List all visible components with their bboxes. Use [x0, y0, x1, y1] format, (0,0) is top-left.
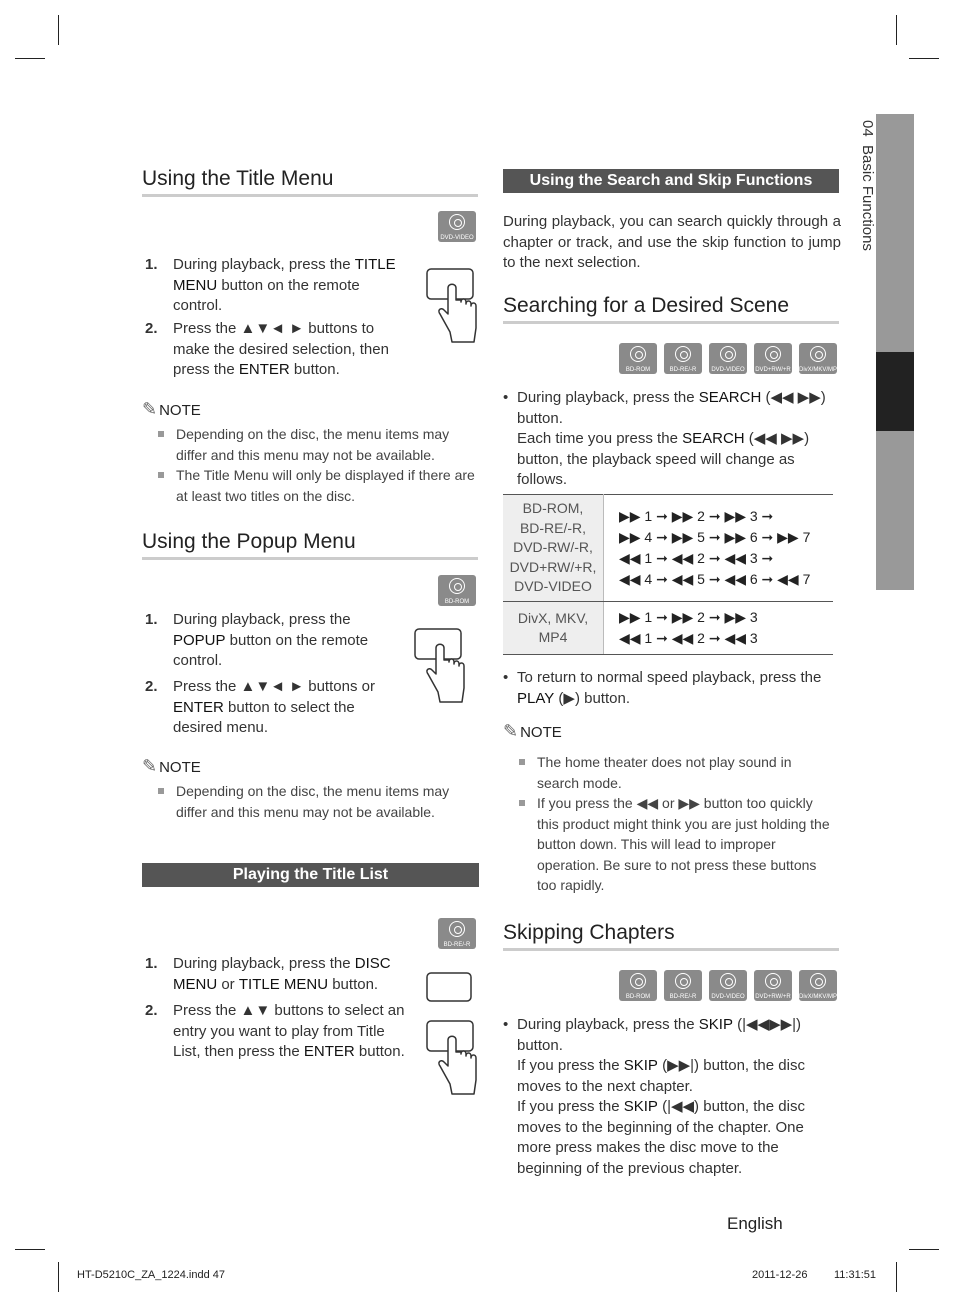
disc-icon-dvd-video: DVD-VIDEO — [438, 211, 476, 242]
disc-icon-bd-rom: BD-ROM — [619, 343, 657, 374]
disc-icon-bd-rom: BD-ROM — [438, 575, 476, 606]
remote-press-icon — [424, 1018, 480, 1096]
disc-icon-divx: DivX/MKV/MP4 — [799, 970, 837, 1001]
search-bullet-2: • To return to normal speed playback, press the PLAY (▶) button. — [503, 669, 822, 707]
pencil-icon: ✎ — [142, 756, 158, 776]
remote-button-icon — [424, 970, 474, 1004]
disc-icon-divx: DivX/MKV/MP4 — [799, 343, 837, 374]
crop-mark — [58, 15, 59, 45]
pencil-icon: ✎ — [142, 399, 158, 419]
note-item: Depending on the disc, the menu items may differ and this menu may not be available. — [176, 781, 481, 822]
disc-icon-bd-re: BD-RE/-R — [664, 343, 702, 374]
crop-mark — [15, 58, 45, 59]
footer-file: HT-D5210C_ZA_1224.indd 47 — [77, 1269, 225, 1281]
footer-time: 11:31:51 — [834, 1269, 877, 1281]
disc-icon-dvd-rw: DVD+RW/+R — [754, 970, 792, 1001]
skip-bullet: • During playback, press the SKIP (|◀◀▶▶|) button. If you press the SKIP (▶▶|) button, the disc moves to the next chapter. If you press the SKIP (|◀◀) button, the disc moves to the beginning of the chapter. One more press makes the disc move to the beginning of the previous chapter. — [503, 1016, 805, 1177]
note-item: If you press the ◀◀ or ▶▶ button too quickly this product might think you are just holding the button down. This will lead to improper operation. Be sure to not press these buttons too rapidly. — [537, 793, 837, 896]
remote-press-icon — [424, 266, 480, 344]
note-heading: ✎ NOTE — [503, 721, 562, 741]
section-bar-title-list: Playing the Title List — [142, 863, 479, 887]
note-item: Depending on the disc, the menu items may differ and this menu may not be available. — [176, 424, 481, 465]
table-row — [503, 495, 833, 602]
table-cell-discs: DivX, MKV, MP4 — [503, 602, 604, 655]
search-bullet-1: • During playback, press the SEARCH (◀◀ ▶▶) button. Each time you press the SEARCH (◀◀ ▶▶) button, the playback speed will change as follows. — [503, 389, 826, 488]
table-cell-speeds: ▶▶ 1 ➞ ▶▶ 2 ➞ ▶▶ 3 ➞ ▶▶ 4 ➞ ▶▶ 5 ➞ ▶▶ 6 ➞ ▶▶ 7 ◀◀ 1 ➞ ◀◀ 2 ➞ ◀◀ 3 ➞ ◀◀ 4 ➞ ◀◀ 5 ➞ ◀◀ 6 ➞ ◀◀ 7 — [604, 495, 834, 602]
heading-skipping-chapters: Skipping Chapters — [503, 921, 839, 951]
crop-mark — [896, 15, 897, 45]
heading-popup-menu: Using the Popup Menu — [142, 530, 478, 560]
pencil-icon: ✎ — [503, 721, 519, 741]
page-language: English — [727, 1214, 783, 1233]
chapter-side-tab — [852, 114, 914, 590]
disc-icon-dvd-rw: DVD+RW/+R — [754, 343, 792, 374]
disc-icon-bd-re: BD-RE/-R — [664, 970, 702, 1001]
table-row — [503, 602, 833, 655]
disc-icon-dvd-video: DVD-VIDEO — [709, 970, 747, 1001]
crop-mark — [909, 1249, 939, 1250]
crop-mark — [58, 1262, 59, 1292]
table-cell-discs: BD-ROM, BD-RE/-R, DVD-RW/-R, DVD+RW/+R, DVD-VIDEO — [503, 495, 604, 602]
side-tab-text: 04 Basic Functions — [859, 120, 876, 251]
crop-mark — [896, 1262, 897, 1292]
note-item: The home theater does not play sound in search mode. — [537, 752, 837, 793]
footer-date: 2011-12-26 — [752, 1269, 808, 1281]
table-cell-speeds: ▶▶ 1 ➞ ▶▶ 2 ➞ ▶▶ 3 ◀◀ 1 ➞ ◀◀ 2 ➞ ◀◀ 3 — [604, 602, 834, 655]
note-heading: ✎ NOTE — [142, 399, 201, 419]
side-tab-marker — [876, 352, 914, 431]
heading-search-scene: Searching for a Desired Scene — [503, 294, 839, 324]
heading-title-menu: Using the Title Menu — [142, 167, 478, 197]
remote-press-icon — [412, 626, 468, 704]
search-speed-table — [503, 494, 833, 655]
disc-icon-bd-re: BD-RE/-R — [438, 918, 476, 949]
note-heading: ✎ NOTE — [142, 756, 201, 776]
note-item: The Title Menu will only be displayed if there are at least two titles on the disc. — [176, 465, 481, 506]
crop-mark — [15, 1249, 45, 1250]
search-intro: During playback, you can search quickly through a chapter or track, and use the skip function to jump to the next selection. — [503, 213, 841, 271]
disc-icon-dvd-video: DVD-VIDEO — [709, 343, 747, 374]
disc-icon-bd-rom: BD-ROM — [619, 970, 657, 1001]
crop-mark — [909, 58, 939, 59]
section-bar-search-skip: Using the Search and Skip Functions — [503, 169, 839, 193]
